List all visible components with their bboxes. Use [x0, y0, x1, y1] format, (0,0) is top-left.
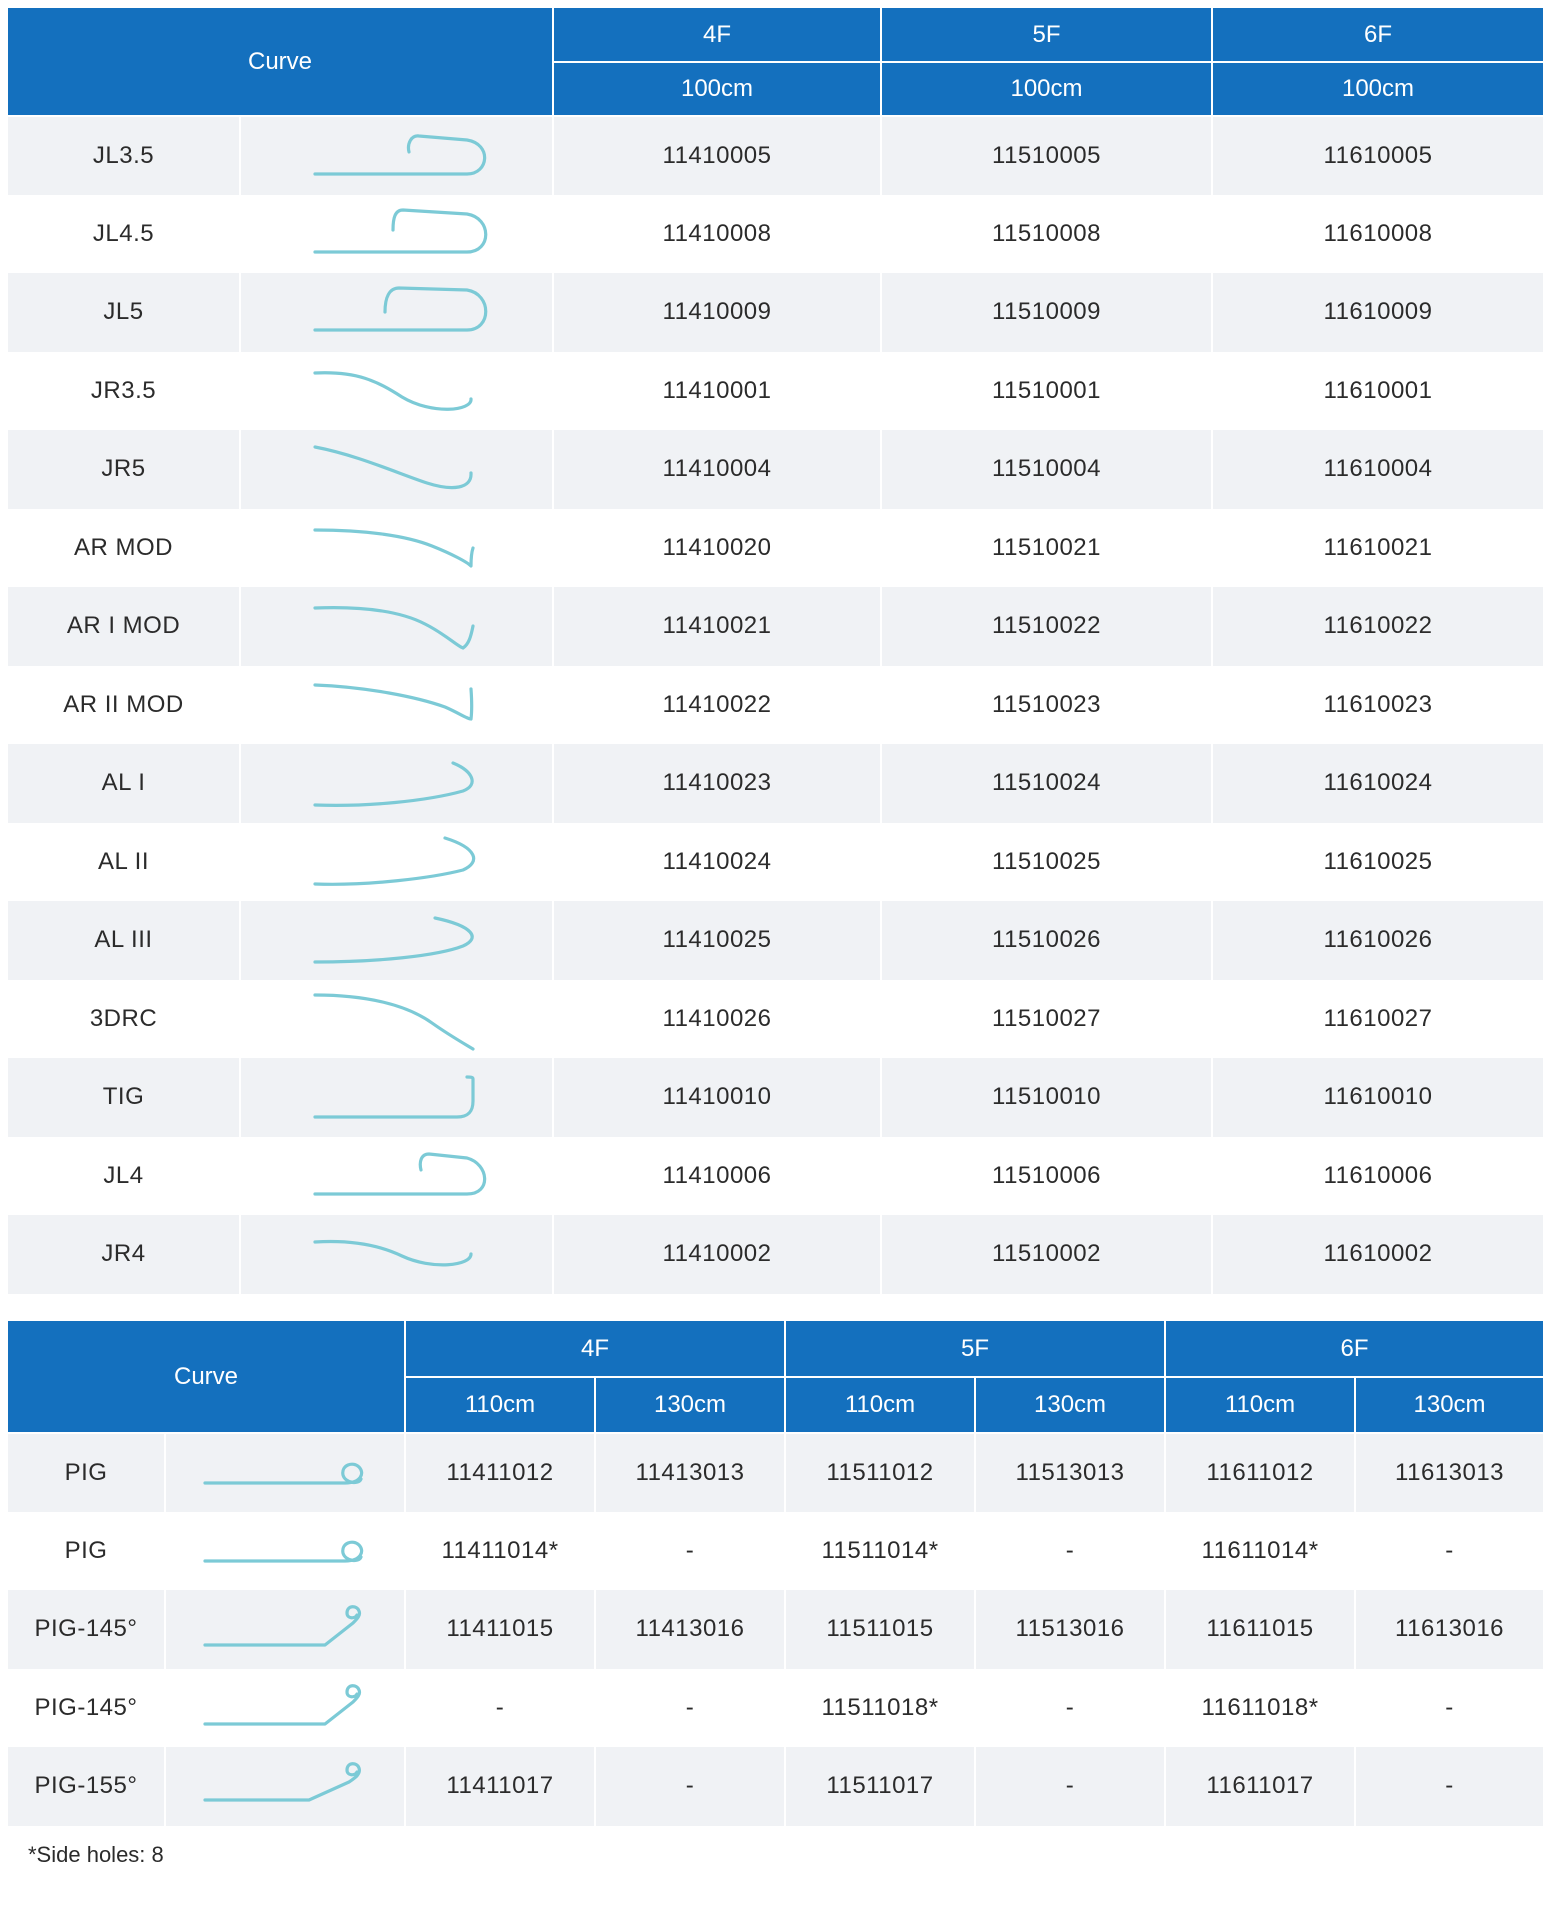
product-code: 11510005 — [881, 116, 1212, 195]
product-code: 11610005 — [1212, 116, 1543, 195]
product-code: 11510027 — [881, 980, 1212, 1059]
table-row — [8, 823, 1543, 902]
pig-145-curve-icon — [175, 1678, 395, 1738]
curve-name: 3DRC — [89, 1004, 158, 1032]
product-code: 11410025 — [553, 901, 881, 980]
product-code: 11511015 — [785, 1590, 975, 1669]
product-code: 11513013 — [975, 1433, 1165, 1512]
curve-shape-cell — [240, 1137, 553, 1216]
table-row — [8, 1215, 1543, 1294]
product-code: 11511018* — [785, 1669, 975, 1748]
curve-header: Curve — [8, 1321, 405, 1433]
ar-mod-curve-icon — [267, 516, 527, 580]
curve-shape-cell — [165, 1512, 405, 1591]
pig-curve-icon — [175, 1443, 395, 1503]
al-iii-curve-icon — [267, 908, 527, 972]
curve-shape-cell — [165, 1433, 405, 1512]
product-code: 11611015 — [1165, 1590, 1355, 1669]
product-code: - — [595, 1669, 785, 1748]
product-code: 11413013 — [595, 1433, 785, 1512]
curve-shape-cell — [240, 509, 553, 588]
curve-name: JL3.5 — [8, 116, 240, 195]
curve-name: PIG — [8, 1433, 165, 1512]
product-code: 11410010 — [553, 1058, 881, 1137]
product-code: 11410008 — [553, 195, 881, 274]
curve-name: AR I MOD — [8, 587, 240, 666]
table-row — [8, 1747, 1543, 1826]
ar-ii-mod-curve-icon — [267, 673, 527, 737]
product-code: 11510026 — [881, 901, 1212, 980]
table-row — [8, 195, 1543, 274]
product-code: 11610025 — [1212, 823, 1543, 902]
length-header: 100cm — [553, 62, 881, 116]
product-code: 11410026 — [553, 980, 881, 1059]
product-code: 11611018* — [1165, 1669, 1355, 1748]
catheter-table-pigtail — [8, 1321, 1543, 1826]
product-code: 11610027 — [1212, 980, 1543, 1059]
curve-shape-cell — [240, 116, 553, 195]
product-code: 11413016 — [595, 1590, 785, 1669]
product-code: 11411015 — [405, 1590, 595, 1669]
product-code: 11513016 — [975, 1590, 1165, 1669]
product-code: 11510022 — [881, 587, 1212, 666]
product-code: 11611017 — [1165, 1747, 1355, 1826]
curve-name: AL II — [98, 847, 149, 875]
curve-header: Curve — [8, 8, 553, 116]
jl5-curve-icon — [267, 280, 527, 344]
product-code: - — [975, 1747, 1165, 1826]
size-header: 5F — [881, 8, 1212, 62]
product-code: 11510021 — [881, 509, 1212, 588]
al-ii-curve-icon — [267, 830, 527, 894]
product-code: 11411012 — [405, 1433, 595, 1512]
curve-shape-cell — [240, 587, 553, 666]
product-code: 11410022 — [553, 666, 881, 745]
curve-shape-cell — [240, 744, 553, 823]
curve-shape-cell — [240, 430, 553, 509]
curve-shape-cell — [165, 1747, 405, 1826]
product-code: 11510010 — [881, 1058, 1212, 1137]
product-code: 11610026 — [1212, 901, 1543, 980]
product-code: 11411017 — [405, 1747, 595, 1826]
curve-shape-cell — [240, 1058, 553, 1137]
product-code: 11613013 — [1355, 1433, 1543, 1512]
size-header: 6F — [1165, 1321, 1543, 1377]
table-row — [8, 509, 1543, 588]
curve-shape-cell — [240, 273, 553, 352]
pig-curve-icon — [175, 1521, 395, 1581]
curve-name: JL4.5 — [92, 219, 155, 247]
product-code: 11611014* — [1165, 1512, 1355, 1591]
table-row — [8, 1512, 1543, 1591]
length-header: 130cm — [1355, 1377, 1543, 1433]
table-row — [8, 352, 1543, 431]
curve-shape-cell — [240, 195, 553, 274]
product-code: 11511012 — [785, 1433, 975, 1512]
jr3.5-curve-icon — [267, 359, 527, 423]
product-code: - — [1355, 1512, 1543, 1591]
jl4-curve-icon — [267, 1144, 527, 1208]
curve-name: JR4 — [8, 1215, 240, 1294]
jr5-curve-icon — [267, 437, 527, 501]
curve-shape-cell — [165, 1669, 405, 1748]
curve-name: AR MOD — [74, 533, 173, 561]
pig-155-curve-icon — [175, 1756, 395, 1816]
curve-name: JR5 — [8, 430, 240, 509]
product-code: 11610004 — [1212, 430, 1543, 509]
length-header: 130cm — [595, 1377, 785, 1433]
table-row — [8, 273, 1543, 352]
table-row — [8, 744, 1543, 823]
product-code: 11510002 — [881, 1215, 1212, 1294]
tig-curve-icon — [267, 1065, 527, 1129]
product-code: - — [595, 1512, 785, 1591]
product-code: 11610009 — [1212, 273, 1543, 352]
length-header: 110cm — [785, 1377, 975, 1433]
jl4.5-curve-icon — [267, 202, 527, 266]
product-code: 11610021 — [1212, 509, 1543, 588]
table-row — [8, 1590, 1543, 1669]
product-code: 11510006 — [881, 1137, 1212, 1216]
curve-name: AL III — [8, 901, 240, 980]
product-code: 11410020 — [553, 509, 881, 588]
curve-shape-cell — [240, 352, 553, 431]
curve-name: TIG — [8, 1058, 240, 1137]
table-row — [8, 980, 1543, 1059]
table-row — [8, 1058, 1543, 1137]
curve-shape-cell — [240, 1215, 553, 1294]
product-code: - — [975, 1669, 1165, 1748]
curve-shape-cell — [240, 666, 553, 745]
product-code: 11410009 — [553, 273, 881, 352]
al-i-curve-icon — [267, 751, 527, 815]
product-code: 11410006 — [553, 1137, 881, 1216]
curve-name: PIG — [64, 1536, 108, 1564]
curve-shape-cell — [165, 1590, 405, 1669]
curve-name: PIG-145° — [34, 1693, 138, 1721]
table-row — [8, 116, 1543, 195]
curve-name: AL I — [8, 744, 240, 823]
curve-name: JL5 — [8, 273, 240, 352]
table-row — [8, 1669, 1543, 1748]
product-code: - — [405, 1669, 595, 1748]
product-code: 11411014* — [405, 1512, 595, 1591]
product-code: 11510008 — [881, 195, 1212, 274]
length-header: 100cm — [1212, 62, 1543, 116]
length-header: 100cm — [881, 62, 1212, 116]
3drc-curve-icon — [267, 987, 527, 1051]
product-code: 11410005 — [553, 116, 881, 195]
product-code: 11510023 — [881, 666, 1212, 745]
size-header: 4F — [553, 8, 881, 62]
curve-name: PIG-155° — [8, 1747, 165, 1826]
product-code: 11510025 — [881, 823, 1212, 902]
table-row — [8, 1433, 1543, 1512]
footnote: *Side holes: 8 — [28, 1842, 164, 1867]
product-code: 11410024 — [553, 823, 881, 902]
curve-name: JL4 — [103, 1161, 144, 1189]
product-code: 11410021 — [553, 587, 881, 666]
product-code: 11410002 — [553, 1215, 881, 1294]
product-code: 11610024 — [1212, 744, 1543, 823]
product-code: 11510024 — [881, 744, 1212, 823]
size-header: 6F — [1212, 8, 1543, 62]
product-code: 11610002 — [1212, 1215, 1543, 1294]
ar-i-mod-curve-icon — [267, 594, 527, 658]
product-code: 11610022 — [1212, 587, 1543, 666]
product-code: 11611012 — [1165, 1433, 1355, 1512]
table-row — [8, 666, 1543, 745]
curve-shape-cell — [240, 823, 553, 902]
curve-shape-cell — [240, 901, 553, 980]
table-row — [8, 587, 1543, 666]
length-header: 110cm — [405, 1377, 595, 1433]
product-code: 11511014* — [785, 1512, 975, 1591]
length-header: 110cm — [1165, 1377, 1355, 1433]
product-code: 11510009 — [881, 273, 1212, 352]
size-header: 4F — [405, 1321, 785, 1377]
jl3.5-curve-icon — [267, 124, 527, 188]
product-code: 11610010 — [1212, 1058, 1543, 1137]
curve-name: AR II MOD — [63, 690, 184, 718]
product-code: 11610023 — [1212, 666, 1543, 745]
product-code: - — [975, 1512, 1165, 1591]
product-code: 11510001 — [881, 352, 1212, 431]
product-code: 11610006 — [1212, 1137, 1543, 1216]
product-code: - — [595, 1747, 785, 1826]
curve-shape-cell — [240, 980, 553, 1059]
pig-145-curve-icon — [175, 1599, 395, 1659]
table-row — [8, 1137, 1543, 1216]
product-code: 11410001 — [553, 352, 881, 431]
catheter-table-100cm — [8, 8, 1543, 1294]
product-code: 11610008 — [1212, 195, 1543, 274]
curve-name: JR3.5 — [90, 376, 157, 404]
product-code: 11511017 — [785, 1747, 975, 1826]
length-header: 130cm — [975, 1377, 1165, 1433]
product-code: - — [1355, 1747, 1543, 1826]
product-code: 11610001 — [1212, 352, 1543, 431]
product-code: 11410023 — [553, 744, 881, 823]
table-row — [8, 430, 1543, 509]
product-code: 11410004 — [553, 430, 881, 509]
jr4-curve-icon — [267, 1222, 527, 1286]
curve-name: PIG-145° — [8, 1590, 165, 1669]
size-header: 5F — [785, 1321, 1165, 1377]
table-row — [8, 901, 1543, 980]
product-code: 11510004 — [881, 430, 1212, 509]
product-code: - — [1355, 1669, 1543, 1748]
product-code: 11613016 — [1355, 1590, 1543, 1669]
